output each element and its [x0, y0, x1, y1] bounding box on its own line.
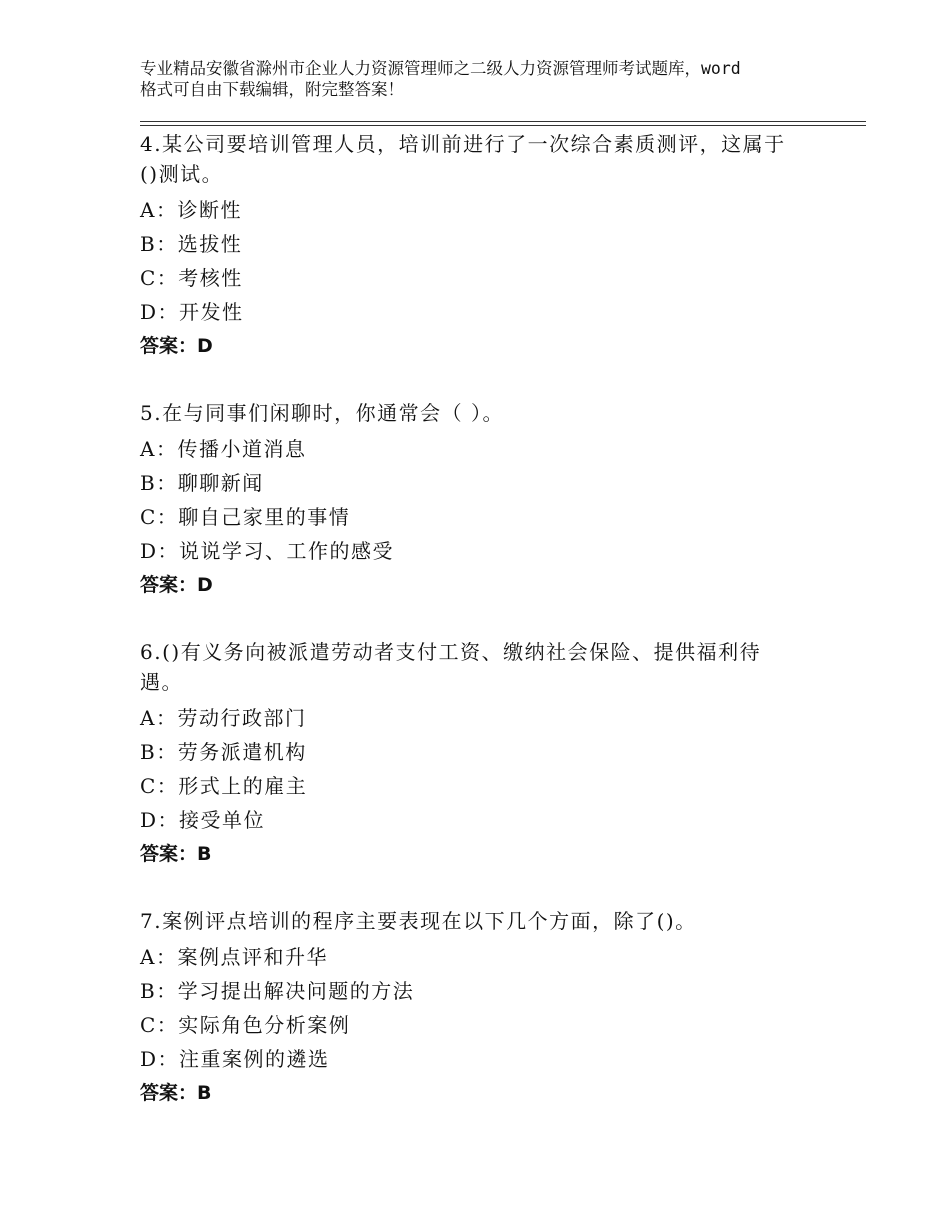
option-a: A：诊断性	[140, 198, 242, 222]
question-4	[140, 129, 830, 363]
answer: 答案：D	[140, 335, 213, 357]
option-a: A：劳动行政部门	[140, 706, 307, 730]
question-5	[140, 398, 830, 602]
stem-line: ()测试。	[140, 162, 224, 186]
option-d: D：开发性	[140, 300, 244, 324]
question-stem	[140, 637, 830, 697]
answer: 答案：D	[140, 574, 213, 596]
option-c: C：考核性	[140, 266, 243, 290]
question-stem	[140, 129, 830, 189]
option-b: B：学习提出解决问题的方法	[140, 979, 415, 1003]
option-c: C：形式上的雇主	[140, 774, 308, 798]
option-d: D：说说学习、工作的感受	[140, 539, 395, 563]
option-c: C：实际角色分析案例	[140, 1013, 351, 1037]
stem-line: 7.案例评点培训的程序主要表现在以下几个方面，除了()。	[140, 909, 697, 933]
answer: 答案：B	[140, 843, 212, 865]
question-7	[140, 906, 830, 1110]
stem-line: 5.在与同事们闲聊时，你通常会（ ）。	[140, 401, 504, 425]
option-d: D：接受单位	[140, 808, 266, 832]
stem-line: 遇。	[140, 670, 183, 694]
option-c: C：聊自己家里的事情	[140, 505, 351, 529]
question-stem	[140, 398, 830, 428]
answer: 答案：B	[140, 1082, 212, 1104]
document-header	[140, 58, 830, 100]
question-6	[140, 637, 830, 871]
option-a: A：传播小道消息	[140, 437, 307, 461]
option-b: B：劳务派遣机构	[140, 740, 307, 764]
option-d: D：注重案例的遴选	[140, 1047, 330, 1071]
question-stem	[140, 906, 830, 936]
header-line-2: 格式可自由下载编辑，附完整答案！	[140, 80, 404, 99]
option-a: A：案例点评和升华	[140, 945, 328, 969]
question-list	[140, 128, 830, 1145]
option-b: B：选拔性	[140, 232, 243, 256]
stem-line: 4.某公司要培训管理人员，培训前进行了一次综合素质测评，这属于	[140, 132, 786, 156]
header-divider-bottom	[140, 125, 866, 126]
header-line-1: 专业精品安徽省滁州市企业人力资源管理师之二级人力资源管理师考试题库，word	[140, 59, 741, 78]
option-b: B：聊聊新闻	[140, 471, 264, 495]
stem-line: 6.()有义务向被派遣劳动者支付工资、缴纳社会保险、提供福利待	[140, 640, 762, 664]
header-divider-top	[140, 121, 866, 122]
